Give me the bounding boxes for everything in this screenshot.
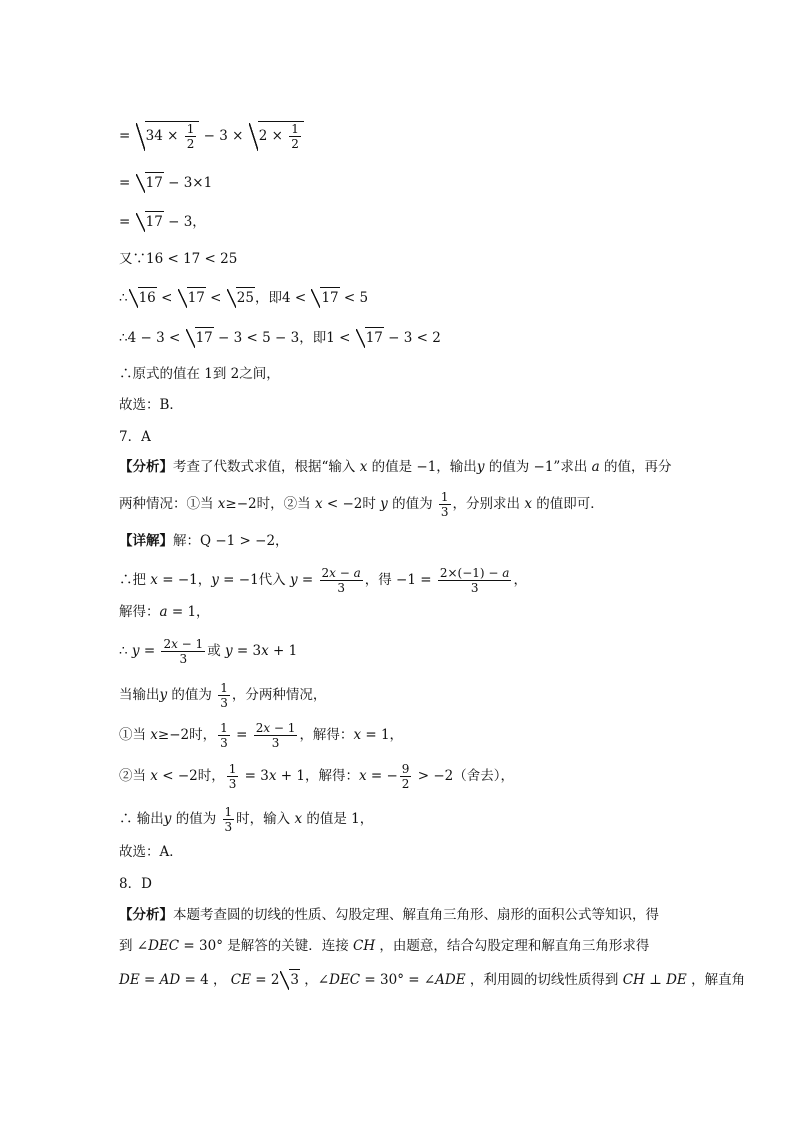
detail-7-line-3: 解得：a = 1，: [119, 604, 210, 620]
text-line-20: 故选：A．: [119, 844, 183, 860]
question-number-7: 7．A: [119, 429, 151, 445]
analysis-8-line-3: DE = AD = 4 ， CE = 2 3 ，∠DEC = 30° = ∠ADE ，利用圆的切线性质得到 CH ⊥ DE ，解直角: [119, 969, 694, 990]
detail-7-line-6: ①当 x≥−2时， $\frac{1}{3}$ = $\frac{2x - 1}{3}$ ，解得：x = 1，: [119, 721, 404, 750]
analysis-7-line-1: 【分析】考查了代数式求值，根据“输入 x 的值是 −1，输出y 的值为 −1”求出 a 的值，再分: [119, 459, 672, 475]
detail-7-line-5: 当输出y 的值为 $\frac{1}{3}$ ，分两种情况，: [119, 681, 327, 710]
text-line-8: 故选：B．: [119, 397, 183, 413]
radical-1: 34 × $\frac{1}{2}$: [136, 121, 200, 151]
analysis-7-line-2: 两种情况：①当 x≥−2时，②当 x < −2时 y 的值为 $\frac{1}{3}$ ，分别求出 x 的值即可．: [119, 490, 604, 519]
math-line-4: 又∵16 < 17 < 25: [119, 251, 238, 267]
analysis-8-line-1: 【分析】本题考查圆的切线的性质、勾股定理、解直角三角形、扇形的面积公式等知识，得: [119, 907, 659, 923]
detail-7-line-7: ②当 x < −2时， $\frac{1}{3}$ = 3x + 1，解得：x = − $\frac{9}{2}$ > −2（舍去），: [119, 762, 514, 791]
radical-2: 2 × $\frac{1}{2}$: [249, 121, 304, 151]
math-line-3: = 17 − 3，: [119, 211, 694, 232]
detail-7-line-4: ∴ y = $\frac{2x - 1}{3}$ 或 y = 3x + 1: [119, 637, 298, 666]
math-line-6: ∴4 − 3 < 17 − 3 < 5 − 3，即1 < 17 − 3 < 2: [119, 327, 694, 348]
math-line-1: = 34 × $\frac{1}{2}$ − 3 × 2 × $\frac{1}{2}$: [119, 121, 694, 151]
detail-7-line-1: 【详解】解：Q −1 > −2，: [119, 533, 289, 549]
question-number-8: 8．D: [119, 876, 152, 892]
text-line-7: ∴原式的值在 1到 2之间，: [119, 366, 280, 382]
math-line-2: = 17 − 3×1: [119, 172, 694, 193]
detail-7-line-8: ∴ 输出y 的值为 $\frac{1}{3}$ 时，输入 x 的值是 1，: [119, 805, 374, 834]
math-line-5: ∴ 16 < 17 < 25，即4 < 17 < 5: [119, 287, 694, 308]
analysis-8-line-2: 到 ∠DEC = 30° 是解答的关键．连接 CH ，由题意，结合勾股定理和解直角三角形求得: [119, 938, 650, 954]
detail-7-line-2: ∴把 x = −1，y = −1代入 y = $\frac{2x - a}{3}$ ，得 −1 = $\frac{2\times(-1) - a}{3}$ ，: [119, 566, 527, 595]
